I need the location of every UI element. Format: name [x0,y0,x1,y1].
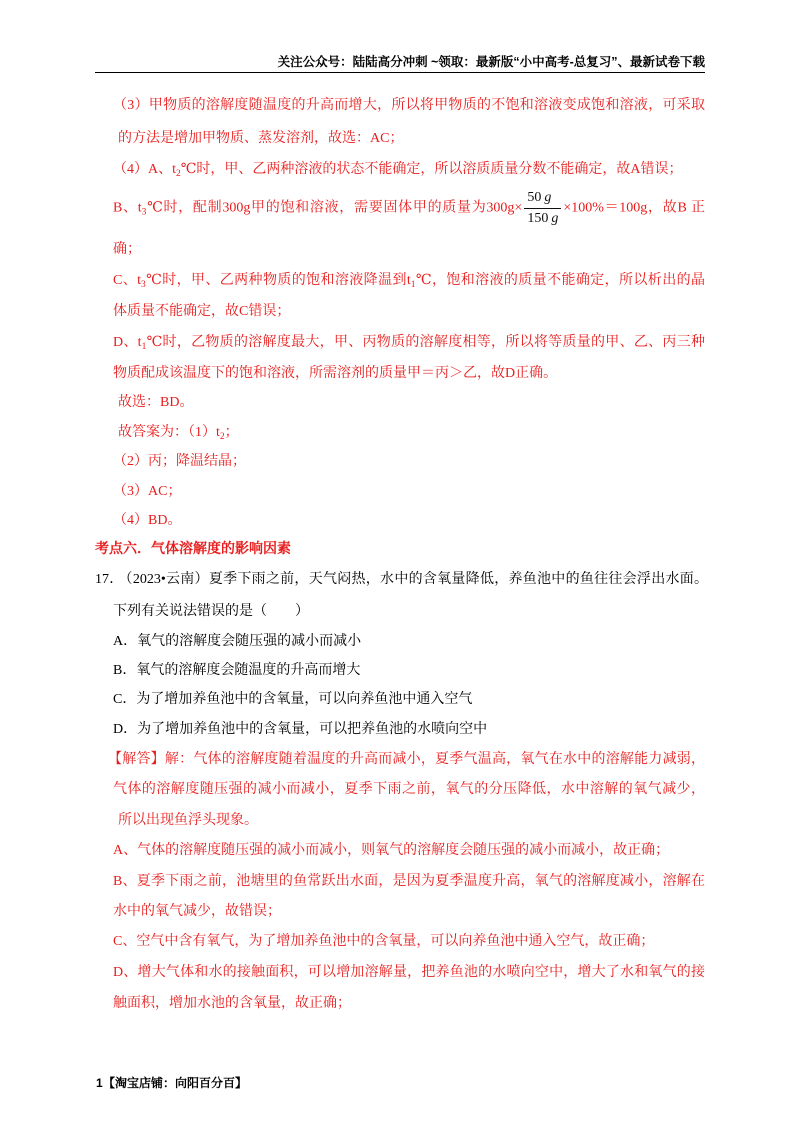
temperature-subscript: 2 [176,169,181,179]
line-text: C、t [113,273,142,288]
line-text: 解：气体的溶解度随着温度的升高而减小，夏季气温高，氧气在水中的溶解能力减弱， [164,752,706,767]
final-answer-1 [118,423,239,443]
denominator-value: 150 [527,211,549,226]
line-text: 夏季下雨之前，天气闷热，水中的含氧量降低，养鱼池中的鱼往往会浮出水面。 [208,572,709,587]
mass-fraction [524,188,561,229]
line-text: ℃时，乙物质的溶解度最大，甲、丙物质的溶解度相等，所以将等质量的甲、乙、丙三种 [146,335,706,350]
line-text: ℃时，配制300g甲的饱和溶液，需要固体甲的质量为300g× [146,200,523,216]
solution-part4-b-line1 [113,188,705,229]
header-promo-text: 关注公众号：陆陆高分冲刺 ~领取：最新版“小中高考-总复习”、最新试卷下载 [277,55,705,69]
solution-part4-c-line2: 体质量不能确定，故C错误； [113,304,291,319]
option-d: D．为了增加养鱼池中的含氧量，可以把养鱼池的水喷向空中 [113,722,488,737]
section-heading: 考点六．气体溶解度的影响因素 [95,542,291,557]
line-text: ； [224,425,239,440]
line-text: 故答案为：（1）t [118,425,220,440]
solution-part4-d-line2: 物质配成该温度下的饱和溶液，所需溶剂的质量甲＝丙＞乙，故D正确。 [113,366,558,381]
answer-option-c: C、空气中含有氧气，为了增加养鱼池中的含氧量，可以向养鱼池中通入空气，故正确； [113,934,655,949]
line-text: ℃时，甲、乙两种溶液的状态不能确定，所以溶质质量分数不能确定，故A错误； [180,162,683,177]
final-answer-2: （2）丙；降温结晶； [113,454,246,469]
option-a: A．氧气的溶解度会随压强的减小而减小 [113,634,362,649]
solution-part3-line1: （3）甲物质的溶解度随温度的升高而增大，所以将甲物质的不饱和溶液变成饱和溶液，可采取 [113,98,705,113]
line-text: ×100%＝100g，故B 正 [563,200,705,216]
line-text: （4）A、t [113,162,176,177]
numerator-unit: g [544,190,552,205]
question-stem-line2: 下列有关说法错误的是（ ） [113,604,309,619]
option-c: C．为了增加养鱼池中的含氧量，可以向养鱼池中通入空气 [113,692,473,707]
line-text: ℃，饱和溶液的质量不能确定，所以析出的晶 [415,273,705,288]
numerator-value: 50 [527,190,542,205]
solution-part4-a [113,160,683,180]
temperature-subscript: 2 [219,432,225,442]
line-text: ℃时，甲、乙两种物质的饱和溶液降温到t [145,273,411,288]
solution-choice: 故选：BD。 [118,395,194,410]
answer-option-d-line1: D、增大气体和水的接触面积，可以增加溶解量，把养鱼池的水喷向空中，增大了水和氧气的接 [113,965,705,980]
solution-part4-b-line2: 确； [113,242,141,257]
fraction-denominator [524,209,561,229]
final-answer-3: （3）AC； [113,484,182,499]
page-number: 1 [96,1076,103,1090]
question-source: （2023•云南） [125,572,209,587]
temperature-subscript: 1 [410,280,416,290]
solution-part4-d-line1 [113,333,705,353]
answer-option-a: A、气体的溶解度随压强的减小而减小，则氧气的溶解度会随压强的减小而减小，故正确； [113,843,670,858]
question-number: 17． [95,572,124,587]
answer-line3: 所以出现鱼浮头现象。 [118,813,258,828]
fraction-numerator [524,188,561,209]
answer-option-b-line1: B、夏季下雨之前，池塘里的鱼常跃出水面，是因为夏季温度升高，氧气的溶解度减小，溶解在 [113,874,705,889]
solution-part3-line2: 的方法是增加甲物质、蒸发溶剂，故选：AC； [118,131,404,146]
temperature-subscript: 3 [141,207,147,218]
answer-option-d-line2: 触面积，增加水池的含氧量，故正确； [113,996,351,1011]
final-answer-4: （4）BD。 [113,513,182,528]
shop-label: 【淘宝店铺：向阳百分百】 [103,1076,248,1090]
temperature-subscript: 1 [141,342,147,352]
question-stem-line1 [95,570,708,590]
answer-line1 [108,750,705,770]
solution-part4-c-line1 [113,271,705,291]
answer-tag: 【解答】 [108,752,165,767]
option-b: B．氧气的溶解度会随温度的升高而增大 [113,663,361,678]
header-divider [95,72,705,73]
temperature-subscript: 3 [141,280,146,290]
denominator-unit: g [551,211,559,226]
answer-option-b-line2: 水中的氧气减少，故错误； [113,904,281,919]
line-text: B、t [113,200,142,216]
answer-line2: 气体的溶解度随压强的减小而减小，夏季下雨之前，氧气的分压降低，水中溶解的氧气减少， [113,782,705,797]
line-text: D、t [113,335,142,350]
